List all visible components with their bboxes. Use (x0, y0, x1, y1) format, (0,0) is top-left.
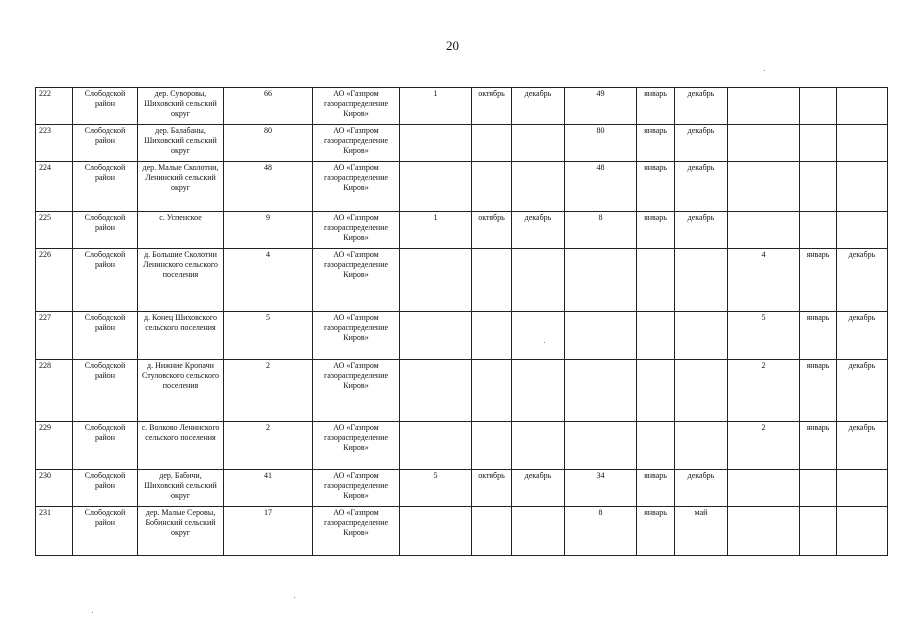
cell-g3-count (728, 212, 800, 249)
cell-g2-end: декабрь (675, 125, 728, 162)
cell-g1-count: 1 (400, 212, 472, 249)
cell-g3-start (800, 88, 837, 125)
cell-district: Слободской район (73, 88, 138, 125)
cell-num: 231 (36, 507, 73, 556)
cell-g1-end: декабрь (512, 470, 565, 507)
cell-district: Слободской район (73, 249, 138, 312)
cell-org: АО «Газпром газораспределение Киров» (313, 422, 400, 470)
cell-g3-end (837, 88, 888, 125)
scan-speck (294, 597, 295, 598)
cell-num: 230 (36, 470, 73, 507)
cell-g3-count: 2 (728, 360, 800, 422)
cell-locality: д. Конец Шиховского сельского поселения (138, 312, 224, 360)
cell-g1-start (472, 360, 512, 422)
cell-g3-start (800, 507, 837, 556)
cell-g2-end (675, 422, 728, 470)
cell-g3-end: декабрь (837, 249, 888, 312)
cell-g3-end (837, 212, 888, 249)
cell-g3-start (800, 212, 837, 249)
cell-num: 222 (36, 88, 73, 125)
cell-count: 9 (224, 212, 313, 249)
cell-locality: дер. Бабичи, Шиховский сельский округ (138, 470, 224, 507)
cell-count: 5 (224, 312, 313, 360)
cell-g1-count: 5 (400, 470, 472, 507)
cell-g1-count (400, 507, 472, 556)
cell-g1-end (512, 360, 565, 422)
cell-org: АО «Газпром газораспределение Киров» (313, 88, 400, 125)
cell-g1-end (512, 422, 565, 470)
table-row (36, 312, 888, 360)
cell-g2-end: декабрь (675, 470, 728, 507)
cell-org: АО «Газпром газораспределение Киров» (313, 125, 400, 162)
page-number: 20 (446, 38, 459, 53)
cell-g2-start (637, 249, 675, 312)
cell-g1-end: декабрь (512, 88, 565, 125)
cell-g1-start (472, 162, 512, 212)
table-row (36, 507, 888, 556)
cell-org: АО «Газпром газораспределение Киров» (313, 470, 400, 507)
cell-g2-count: 80 (565, 125, 637, 162)
cell-district: Слободской район (73, 360, 138, 422)
cell-district: Слободской район (73, 470, 138, 507)
cell-g2-end (675, 249, 728, 312)
cell-num: 224 (36, 162, 73, 212)
cell-org: АО «Газпром газораспределение Киров» (313, 162, 400, 212)
cell-num: 226 (36, 249, 73, 312)
cell-count: 48 (224, 162, 313, 212)
cell-g2-count: 8 (565, 507, 637, 556)
cell-g3-start: январь (800, 360, 837, 422)
cell-g1-end (512, 249, 565, 312)
cell-count: 2 (224, 422, 313, 470)
data-table (35, 87, 888, 556)
cell-count: 17 (224, 507, 313, 556)
cell-g1-start (472, 422, 512, 470)
cell-g2-start (637, 422, 675, 470)
cell-locality: дер. Малые Сколотни, Ленинский сельский округ (138, 162, 224, 212)
cell-count: 80 (224, 125, 313, 162)
cell-g3-count (728, 470, 800, 507)
cell-g3-end: декабрь (837, 312, 888, 360)
table-row (36, 162, 888, 212)
cell-locality: д. Нижние Кропачи Стуловского сельского поселения (138, 360, 224, 422)
table-row (36, 360, 888, 422)
cell-g2-end: декабрь (675, 212, 728, 249)
cell-g2-start: январь (637, 507, 675, 556)
cell-district: Слободской район (73, 422, 138, 470)
cell-org: АО «Газпром газораспределение Киров» (313, 249, 400, 312)
cell-g3-end: декабрь (837, 360, 888, 422)
cell-org: АО «Газпром газораспределение Киров» (313, 507, 400, 556)
cell-locality: с. Волково Ленинского сельского поселения (138, 422, 224, 470)
cell-g2-end (675, 360, 728, 422)
cell-g3-end (837, 470, 888, 507)
cell-g1-end (512, 507, 565, 556)
cell-g1-end (512, 312, 565, 360)
cell-g3-start: январь (800, 249, 837, 312)
cell-g1-start (472, 312, 512, 360)
cell-g2-count: 34 (565, 470, 637, 507)
cell-g1-end (512, 125, 565, 162)
cell-g1-count (400, 249, 472, 312)
cell-num: 227 (36, 312, 73, 360)
cell-g1-end (512, 162, 565, 212)
cell-district: Слободской район (73, 162, 138, 212)
cell-g2-start (637, 312, 675, 360)
cell-g1-count (400, 312, 472, 360)
scan-speck (92, 612, 93, 613)
cell-g2-start (637, 360, 675, 422)
cell-count: 41 (224, 470, 313, 507)
cell-g1-start: октябрь (472, 212, 512, 249)
table-row (36, 470, 888, 507)
cell-g1-start (472, 249, 512, 312)
cell-locality: дер. Суворовы, Шиховский сельский округ (138, 88, 224, 125)
table-body (36, 88, 888, 556)
cell-g2-start: январь (637, 162, 675, 212)
cell-g1-start (472, 507, 512, 556)
cell-g2-count (565, 360, 637, 422)
cell-district: Слободской район (73, 125, 138, 162)
cell-g1-start (472, 125, 512, 162)
cell-locality: с. Успенское (138, 212, 224, 249)
cell-g2-count (565, 312, 637, 360)
cell-g3-end (837, 162, 888, 212)
cell-g2-count (565, 249, 637, 312)
cell-g2-end: декабрь (675, 88, 728, 125)
cell-g3-count: 2 (728, 422, 800, 470)
cell-g1-start: октябрь (472, 88, 512, 125)
cell-g3-start (800, 470, 837, 507)
cell-g2-count (565, 422, 637, 470)
cell-org: АО «Газпром газораспределение Киров» (313, 212, 400, 249)
cell-g1-count (400, 125, 472, 162)
cell-district: Слободской район (73, 507, 138, 556)
cell-g3-count (728, 88, 800, 125)
cell-num: 223 (36, 125, 73, 162)
cell-num: 229 (36, 422, 73, 470)
cell-district: Слободской район (73, 312, 138, 360)
scan-speck (544, 342, 545, 343)
cell-g1-count (400, 162, 472, 212)
cell-num: 228 (36, 360, 73, 422)
cell-g3-end (837, 125, 888, 162)
table-row (36, 125, 888, 162)
cell-org: АО «Газпром газораспределение Киров» (313, 312, 400, 360)
cell-g2-end (675, 312, 728, 360)
cell-g1-start: октябрь (472, 470, 512, 507)
cell-count: 66 (224, 88, 313, 125)
cell-num: 225 (36, 212, 73, 249)
cell-locality: д. Большие Сколотни Ленинского сельского поселения (138, 249, 224, 312)
cell-g2-count: 8 (565, 212, 637, 249)
cell-g2-start: январь (637, 88, 675, 125)
cell-locality: дер. Малые Серовы, Бобинский сельский округ (138, 507, 224, 556)
cell-count: 2 (224, 360, 313, 422)
cell-g1-count (400, 422, 472, 470)
cell-g2-end: декабрь (675, 162, 728, 212)
cell-g2-start: январь (637, 212, 675, 249)
cell-g2-end: май (675, 507, 728, 556)
cell-g2-start: январь (637, 125, 675, 162)
cell-district: Слободской район (73, 212, 138, 249)
cell-g2-count: 49 (565, 88, 637, 125)
cell-g3-end: декабрь (837, 422, 888, 470)
cell-g3-count (728, 507, 800, 556)
cell-g3-start (800, 162, 837, 212)
cell-locality: дер. Балабаны, Шиховский сельский округ (138, 125, 224, 162)
cell-g3-end (837, 507, 888, 556)
cell-g3-start (800, 125, 837, 162)
cell-g1-end: декабрь (512, 212, 565, 249)
cell-g3-start: январь (800, 312, 837, 360)
table-row (36, 88, 888, 125)
cell-g3-count (728, 125, 800, 162)
cell-g3-count: 5 (728, 312, 800, 360)
cell-g3-start: январь (800, 422, 837, 470)
table-row (36, 212, 888, 249)
cell-count: 4 (224, 249, 313, 312)
cell-g3-count: 4 (728, 249, 800, 312)
table-row (36, 422, 888, 470)
cell-g2-count: 48 (565, 162, 637, 212)
cell-g3-count (728, 162, 800, 212)
cell-org: АО «Газпром газораспределение Киров» (313, 360, 400, 422)
scan-speck (764, 70, 765, 71)
cell-g2-start: январь (637, 470, 675, 507)
table-row (36, 249, 888, 312)
cell-g1-count (400, 360, 472, 422)
cell-g1-count: 1 (400, 88, 472, 125)
